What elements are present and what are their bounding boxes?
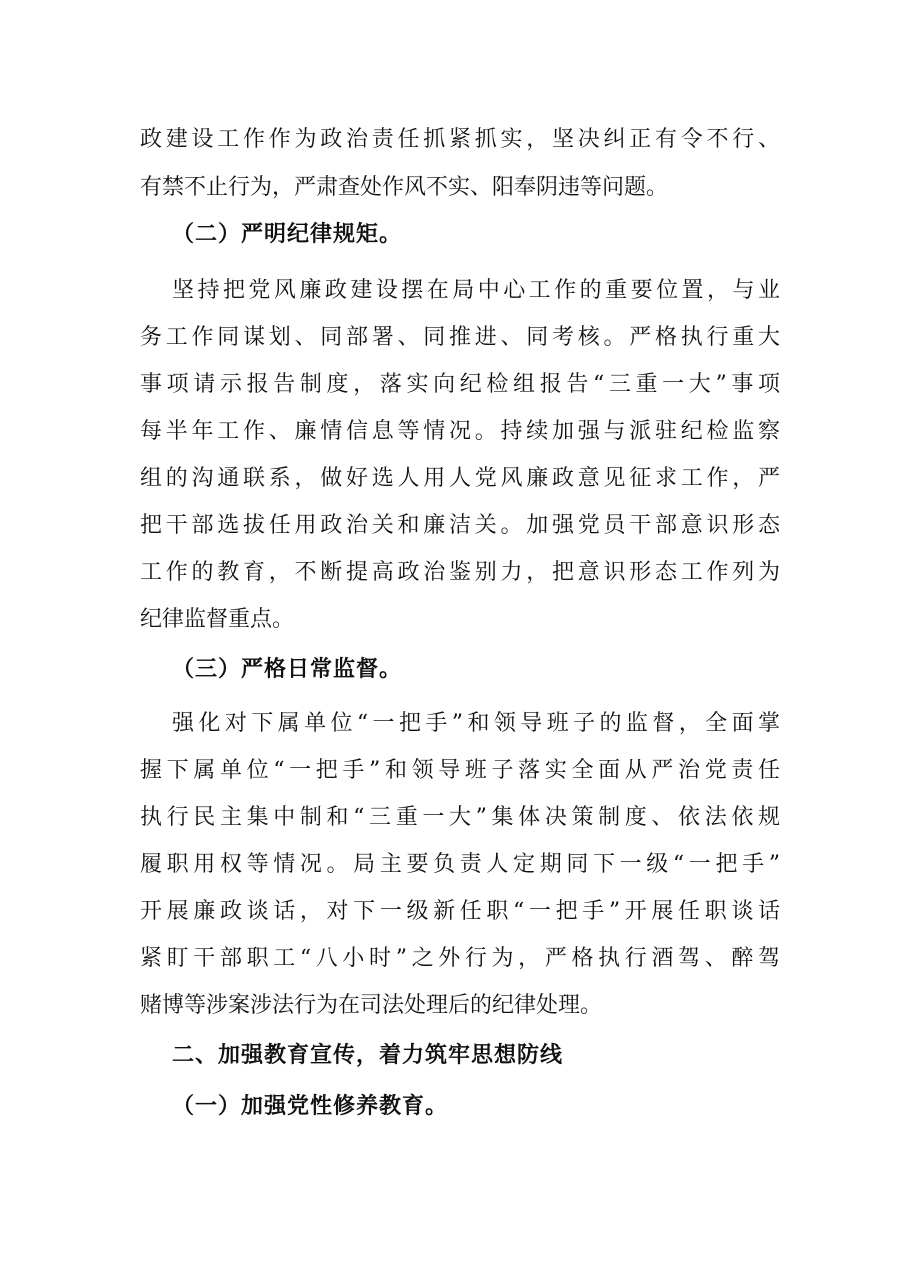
paragraph-line: 组的沟通联系，做好选人用人党风廉政意见征求工作，严 — [140, 466, 780, 491]
paragraph-line: 每半年工作、廉情信息等情况。持续加强与派驻纪检监察 — [140, 419, 780, 444]
paragraph-line: 执行民主集中制和“三重一大”集体决策制度、依法依规 — [140, 805, 780, 830]
paragraph-line: 赌博等涉案涉法行为在司法处理后的纪律处理。 — [140, 993, 603, 1018]
paragraph-line: 有禁不止行为，严肃查处作风不实、阳奉阴违等问题。 — [140, 175, 669, 200]
paragraph-line: 履职用权等情况。局主要负责人定期同下一级“一把手” — [140, 852, 780, 877]
paragraph-line: 把干部选拔任用政治关和廉洁关。加强党员干部意识形态 — [140, 513, 780, 538]
paragraph-line: 务工作同谋划、同部署、同推进、同考核。严格执行重大 — [140, 325, 780, 350]
paragraph-line: 工作的教育，不断提高政治鉴别力，把意识形态工作列为 — [140, 560, 780, 585]
section-heading: 二、加强教育宣传，着力筑牢思想防线 — [172, 1043, 564, 1068]
paragraph-line: 开展廉政谈话，对下一级新任职“一把手”开展任职谈话 — [140, 899, 780, 924]
paragraph-line: 政建设工作作为政治责任抓紧抓实，坚决纠正有令不行、 — [140, 127, 780, 152]
paragraph-line: 握下属单位“一把手”和领导班子落实全面从严治党责任 — [140, 758, 780, 783]
paragraph-line: 强化对下属单位“一把手”和领导班子的监督，全面掌 — [172, 711, 780, 736]
paragraph-line: 事项请示报告制度，落实向纪检组报告“三重一大”事项 — [140, 372, 780, 397]
paragraph-line: 坚持把党风廉政建设摆在局中心工作的重要位置，与业 — [172, 278, 780, 303]
subsection-heading: （二）严明纪律规矩。 — [172, 222, 403, 247]
subsection-heading: （一）加强党性修养教育。 — [172, 1094, 449, 1119]
paragraph-line: 紧盯干部职工“八小时”之外行为，严格执行酒驾、醉驾 — [140, 946, 780, 971]
subsection-heading: （三）严格日常监督。 — [172, 657, 403, 682]
paragraph-line: 纪律监督重点。 — [140, 607, 295, 632]
